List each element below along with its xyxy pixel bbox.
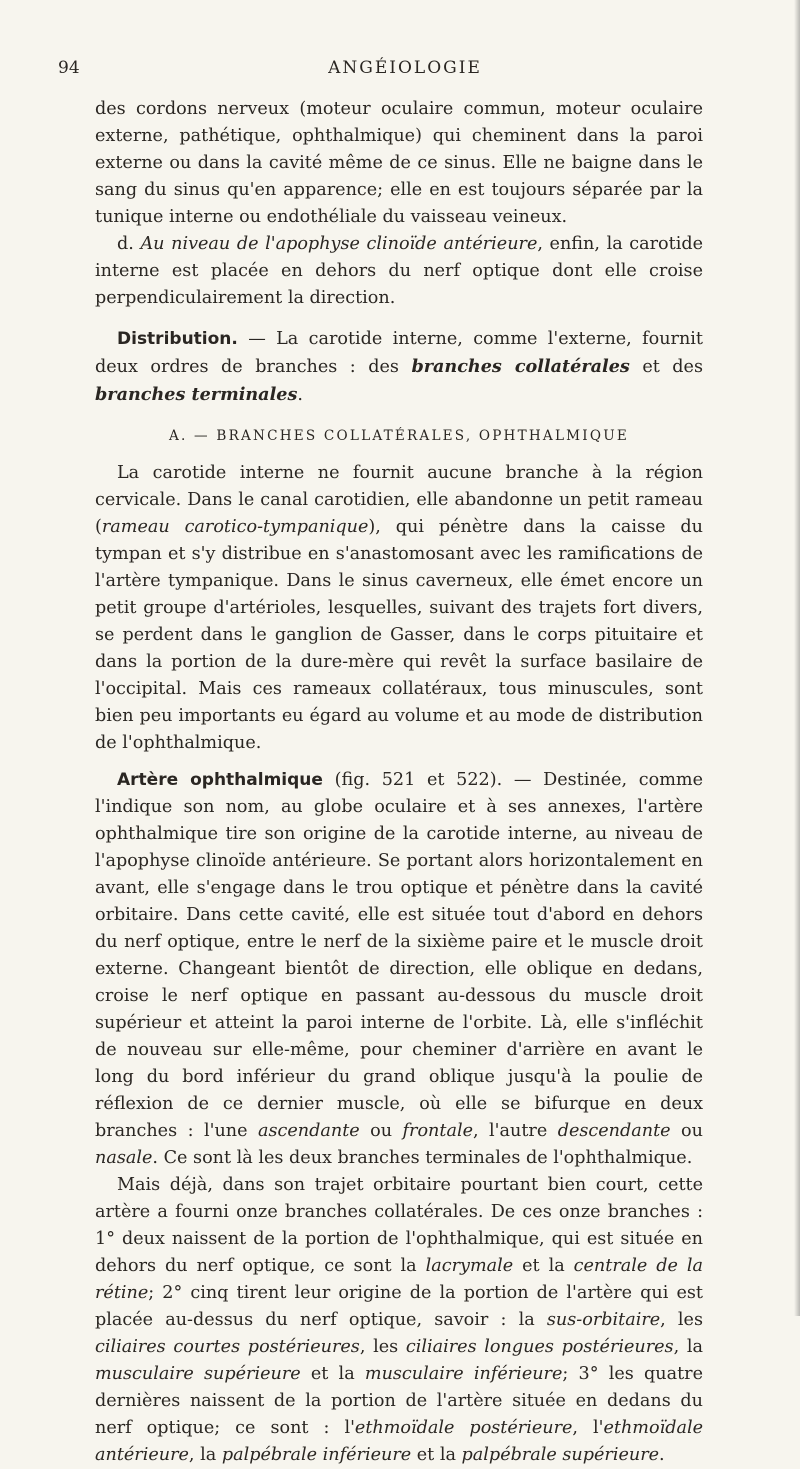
- paragraph-branches: Mais déjà, dans son trajet orbitaire pourtant bien court, cette artère a fourni onze branches collatérales. De ces onze branches : 1° deux naissent de la portion de l'ophthalmique, qui est située en dehors du nerf optique, ce sont la lacrymale et la centrale de la rétine; 2° cinq tirent leur origine de la portion de l'artère qui est placée au-dessus du nerf optique, savoir : la sus-orbitaire, les ciliaires courtes postérieures, les ciliaires longues postérieures, la musculaire supérieure et la musculaire inférieure; 3° les quatre dernières naissent de la portion de l'artère située en dedans du nerf optique; ce sont : l'ethmoïdale postérieure, l'ethmoïdale antérieure, la palpébrale inférieure et la palpébrale supérieure.: [95, 1175, 703, 1465]
- distribution-heading: Distribution.: [117, 329, 238, 349]
- ophthalmique-heading: Artère ophthalmique: [117, 770, 323, 790]
- paragraph-ophthalmique: Artère ophthalmique (fig. 521 et 522). — Destinée, comme l'indique son nom, au globe oculaire et à ses annexes, l'artère ophthalmique tire son origine de la carotide interne, au niveau de l'apophyse clinoïde antérieure. Se portant alors horizontalement en avant, elle s'engage dans le trou optique et pénètre dans la cavité orbitaire. Dans cette cavité, elle est située tout d'abord en dehors du nerf optique, entre le nerf de la sixième paire et le muscle droit externe. Changeant bientôt de direction, elle oblique en dedans, croise le nerf optique en passant au-dessous du muscle droit supérieur et atteint la paroi interne de l'orbite. Là, elle s'infléchit de nouveau sur elle-même, pour cheminer d'arrière en avant le long du bord inférieur du grand oblique jusqu'à la poulie de réflexion de ce dernier muscle, où elle se bifurque en deux branches : l'une ascendante ou frontale, l'autre descendante ou nasale. Ce sont là les deux branches terminales de l'ophthalmique.: [95, 770, 703, 1168]
- paragraph-distribution: Distribution. — La carotide interne, comme l'externe, fournit deux ordres de branches : des branches collatérales et des branches terminales.: [95, 329, 704, 405]
- page-number: 94: [58, 58, 80, 78]
- running-head: ANGÉIOLOGIE: [328, 58, 482, 78]
- page-header: [58, 58, 752, 84]
- paragraph-collaterales: La carotide interne ne fournit aucune branche à la région cervicale. Dans le canal carotidien, elle abandonne un petit rameau (rameau carotico-tympanique), qui pénètre dans la caisse du tympan et s'y distribue en s'anastomosant avec les ramifications de l'artère tympanique. Dans le sinus caverneux, elle émet encore un petit groupe d'artérioles, lesquelles, suivant des trajets fort divers, se perdent dans le ganglion de Gasser, dans le corps pituitaire et dans la portion de la dure-mère qui revêt la surface basilaire de l'occipital. Mais ces rameaux collatéraux, tous minuscules, sont bien peu importants eu égard au volume et au mode de distribution de l'ophthalmique.: [95, 463, 703, 753]
- paragraph-continuation: des cordons nerveux (moteur oculaire commun, moteur oculaire externe, pathétique, ophthalmique) qui cheminent dans la paroi externe ou dans la cavité même de ce sinus. Elle ne baigne dans le sang du sinus qu'en apparence; elle en est toujours séparée par la tunique interne ou endothéliale du vaisseau veineux.: [95, 99, 703, 227]
- section-heading: A. — BRANCHES COLLATÉRALES, OPHTHALMIQUE: [169, 428, 629, 444]
- paragraph-d: d. Au niveau de l'apophyse clinoïde antérieure, enfin, la carotide interne est placée en dehors du nerf optique dont elle croise perpendiculairement la direction.: [95, 234, 704, 308]
- page-edge-shadow: [794, 0, 800, 1316]
- body-text: [95, 96, 703, 1469]
